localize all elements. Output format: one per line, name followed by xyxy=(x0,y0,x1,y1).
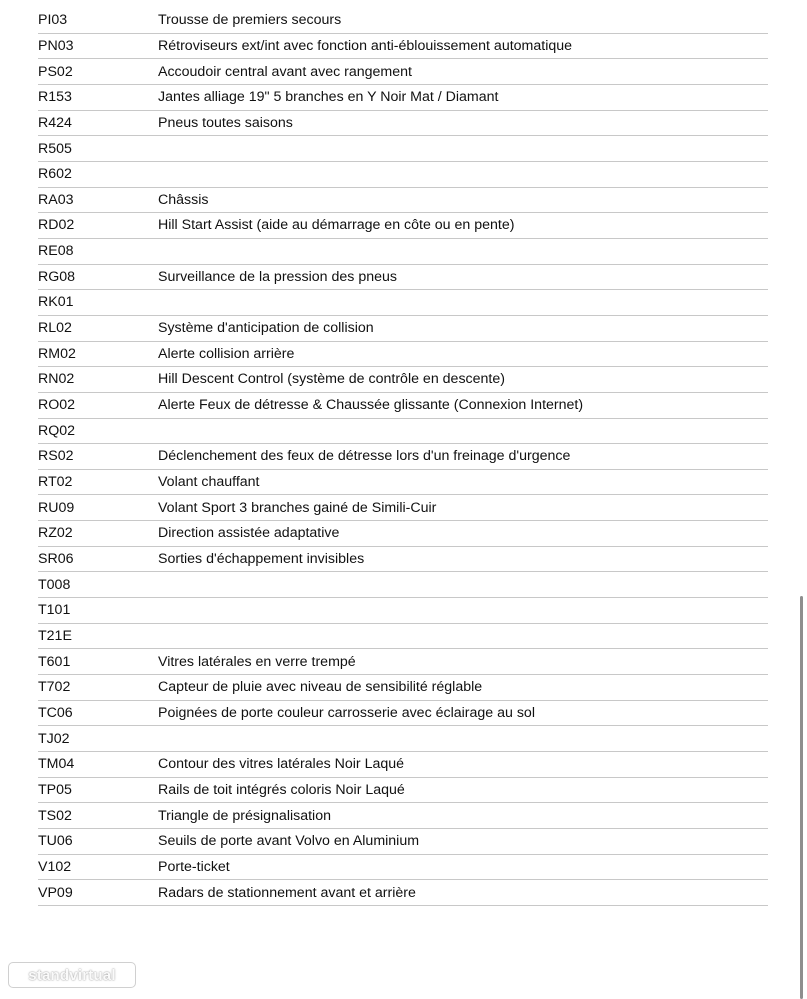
option-code: RS02 xyxy=(38,448,74,465)
option-code: RO02 xyxy=(38,397,76,414)
option-description: Poignées de porte couleur carrosserie avec éclairage au sol xyxy=(158,704,535,721)
table-row xyxy=(38,162,768,188)
table-row xyxy=(38,239,768,265)
option-code: R602 xyxy=(38,166,72,183)
option-description: Sorties d'échappement invisibles xyxy=(158,551,365,567)
option-description: Rails de toit intégrés coloris Noir Laqué xyxy=(158,781,405,798)
option-code: TP05 xyxy=(38,781,72,798)
table-row xyxy=(38,701,768,727)
table-row xyxy=(38,444,768,470)
options-table xyxy=(38,8,768,906)
table-row xyxy=(38,495,768,521)
table-row xyxy=(38,752,768,778)
table-row xyxy=(38,547,768,573)
table-row xyxy=(38,34,768,60)
table-row xyxy=(38,85,768,111)
option-description: Trousse de premiers secours xyxy=(158,12,342,29)
option-code: T101 xyxy=(38,602,71,619)
scrollbar[interactable] xyxy=(800,596,803,999)
option-description: Système d'anticipation de collision xyxy=(158,320,374,337)
option-description: Jantes alliage 19" 5 branches en Y Noir Mat / Diamant xyxy=(158,89,499,106)
table-row xyxy=(38,880,768,906)
option-code: PN03 xyxy=(38,37,74,54)
table-row xyxy=(38,470,768,496)
option-code: PI03 xyxy=(38,12,68,29)
option-description: Contour des vitres latérales Noir Laqué xyxy=(158,756,405,773)
option-code: T601 xyxy=(38,653,71,670)
table-row xyxy=(38,521,768,547)
option-code: VP09 xyxy=(38,884,73,901)
option-code: TU06 xyxy=(38,833,73,850)
table-row xyxy=(38,624,768,650)
table-row xyxy=(38,111,768,137)
option-description: Volant Sport 3 branches gainé de Simili-Cuir xyxy=(158,499,437,516)
table-row xyxy=(38,342,768,368)
table-row xyxy=(38,829,768,855)
option-code: TM04 xyxy=(38,756,75,773)
option-description: Vitres latérales en verre trempé xyxy=(158,653,356,670)
option-description: Volant chauffant xyxy=(158,474,260,491)
table-row xyxy=(38,726,768,752)
option-code: RQ02 xyxy=(38,422,76,439)
option-description: Hill Descent Control (système de contrôle en descente) xyxy=(158,371,505,388)
option-description: Alerte Feux de détresse & Chaussée glissante (Connexion Internet) xyxy=(158,397,584,414)
table-row xyxy=(38,572,768,598)
option-code: RZ02 xyxy=(38,525,73,542)
option-code: RT02 xyxy=(38,474,73,491)
table-row xyxy=(38,8,768,34)
option-code: PS02 xyxy=(38,63,73,80)
option-description: Accoudoir central avant avec rangement xyxy=(158,63,412,80)
option-description: Déclenchement des feux de détresse lors d'un freinage d'urgence xyxy=(158,448,571,465)
option-code: T21E xyxy=(38,627,72,644)
option-description: Porte-ticket xyxy=(158,858,230,875)
option-description: Pneus toutes saisons xyxy=(158,114,293,131)
option-description: Direction assistée adaptative xyxy=(158,525,340,542)
table-row xyxy=(38,367,768,393)
option-code: RM02 xyxy=(38,345,76,362)
option-code: RN02 xyxy=(38,371,75,388)
option-code: R505 xyxy=(38,140,72,157)
table-row xyxy=(38,265,768,291)
option-description: Triangle de présignalisation xyxy=(158,807,331,824)
option-code: TC06 xyxy=(38,704,73,721)
table-row xyxy=(38,778,768,804)
table-row xyxy=(38,188,768,214)
option-code: TJ02 xyxy=(38,730,70,747)
option-code: RE08 xyxy=(38,243,74,260)
option-code: T702 xyxy=(38,679,71,696)
table-row xyxy=(38,59,768,85)
option-description: Seuils de porte avant Volvo en Aluminium xyxy=(158,833,420,850)
option-description: Alerte collision arrière xyxy=(158,345,295,362)
table-row xyxy=(38,649,768,675)
option-code: RU09 xyxy=(38,499,75,516)
option-code: RG08 xyxy=(38,268,76,285)
table-row xyxy=(38,855,768,881)
option-code: RD02 xyxy=(38,217,75,234)
table-row xyxy=(38,316,768,342)
table-row xyxy=(38,675,768,701)
table-row xyxy=(38,393,768,419)
option-code: R153 xyxy=(38,89,72,106)
table-row xyxy=(38,290,768,316)
option-code: SR06 xyxy=(38,551,74,567)
option-description: Surveillance de la pression des pneus xyxy=(158,268,397,285)
option-description: Hill Start Assist (aide au démarrage en côte ou en pente) xyxy=(158,217,515,234)
option-code: RL02 xyxy=(38,320,72,337)
option-code: T008 xyxy=(38,576,71,593)
option-code: RK01 xyxy=(38,294,74,311)
option-description: Capteur de pluie avec niveau de sensibilité réglable xyxy=(158,679,483,696)
option-description: Radars de stationnement avant et arrière xyxy=(158,884,416,901)
watermark-logo xyxy=(8,962,136,988)
table-row xyxy=(38,803,768,829)
table-row xyxy=(38,419,768,445)
option-description: Rétroviseurs ext/int avec fonction anti-éblouissement automatique xyxy=(158,37,573,54)
option-code: V102 xyxy=(38,858,72,875)
option-code: TS02 xyxy=(38,807,72,824)
table-row xyxy=(38,213,768,239)
table-row xyxy=(38,136,768,162)
watermark-text: standvirtual xyxy=(28,966,116,984)
option-code: RA03 xyxy=(38,191,74,208)
table-row xyxy=(38,598,768,624)
option-description: Châssis xyxy=(158,191,209,208)
option-code: R424 xyxy=(38,114,72,131)
